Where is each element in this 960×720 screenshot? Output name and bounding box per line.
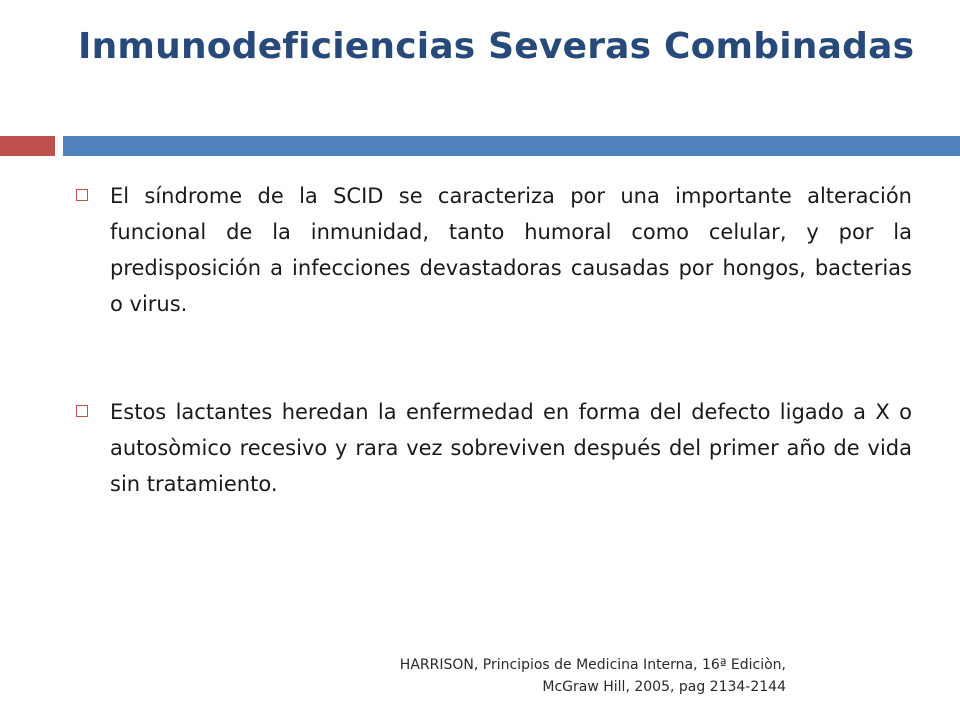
title-underline-blue-bar bbox=[63, 136, 960, 156]
citation-line: McGraw Hill, 2005, pag 2134-2144 bbox=[542, 679, 786, 695]
slide-title: Inmunodeficiencias Severas Combinadas bbox=[78, 26, 915, 67]
hollow-square-bullet-icon bbox=[76, 189, 88, 201]
bullet-text: El síndrome de la SCID se caracteriza por una importante alteración funcional de la inmunidad, tanto humoral como celular, y por la predisposición a infecciones devastadoras causadas por hongos, bacterias o virus. bbox=[110, 184, 912, 316]
title-underline-red-bar bbox=[0, 136, 55, 156]
citation-line: HARRISON, Principios de Medicina Interna, 16ª Ediciòn, bbox=[399, 657, 786, 673]
bullet-list bbox=[74, 178, 912, 574]
hollow-square-bullet-icon bbox=[76, 405, 88, 417]
bullet-text: Estos lactantes heredan la enfermedad en forma del defecto ligado a X o autosòmico recesivo y rara vez sobreviven después del primer año de vida sin tratamiento. bbox=[110, 400, 912, 496]
citation bbox=[400, 654, 786, 698]
bullet-item bbox=[74, 178, 912, 322]
bullet-item bbox=[74, 394, 912, 502]
